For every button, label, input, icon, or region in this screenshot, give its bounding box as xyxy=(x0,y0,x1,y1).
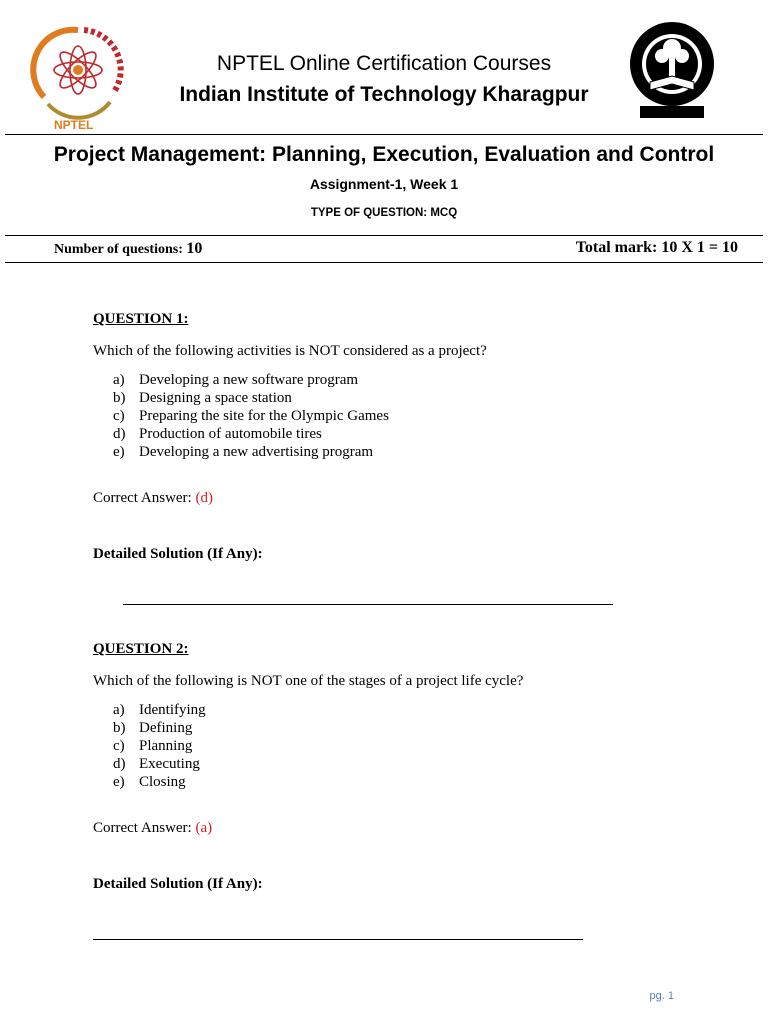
question-2-text: Which of the following is NOT one of the stages of a project life cycle? xyxy=(93,673,524,689)
institute-name: Indian Institute of Technology Kharagpur xyxy=(179,83,589,106)
info-bottom-rule xyxy=(5,262,763,263)
answer-label: Correct Answer: xyxy=(93,490,192,506)
info-top-rule xyxy=(5,235,763,236)
option-item: a) Developing a new software program xyxy=(113,372,359,388)
question-2-solution-label: Detailed Solution (If Any): xyxy=(93,876,263,892)
option-item: d) Production of automobile tires xyxy=(113,426,322,442)
header-rule xyxy=(5,134,763,135)
number-of-questions xyxy=(54,240,202,258)
option-item: e) Closing xyxy=(113,774,186,790)
document-title: Project Management: Planning, Execution, Evaluation and Control xyxy=(53,143,715,166)
nptel-logo xyxy=(28,22,128,134)
course-line: NPTEL Online Certification Courses xyxy=(216,52,552,75)
option-item: c) Preparing the site for the Olympic Games xyxy=(113,408,389,424)
option-item: a) Identifying xyxy=(113,702,206,718)
question-1-solution-label: Detailed Solution (If Any): xyxy=(93,546,263,562)
question-1-options xyxy=(113,371,389,461)
question-2-heading: QUESTION 2: xyxy=(93,641,189,657)
question-1-answer xyxy=(93,490,213,507)
answer-value: (a) xyxy=(195,820,213,836)
option-item: b) Designing a space station xyxy=(113,390,292,406)
number-of-questions-value: 10 xyxy=(186,240,203,257)
page-number: pg. 1 xyxy=(649,990,674,1002)
question-type: TYPE OF QUESTION: MCQ xyxy=(310,207,458,219)
assignment-week: Assignment-1, Week 1 xyxy=(309,176,459,192)
answer-value: (d) xyxy=(195,490,213,506)
iit-seal-icon xyxy=(622,18,722,122)
answer-label: Correct Answer: xyxy=(93,820,192,836)
option-item: c) Planning xyxy=(113,738,193,754)
question-1-heading: QUESTION 1: xyxy=(93,311,189,327)
solution-divider xyxy=(123,604,613,605)
question-1-text: Which of the following activities is NOT considered as a project? xyxy=(93,343,487,359)
nptel-logo-text: NPTEL xyxy=(54,118,94,132)
total-mark: Total mark: 10 X 1 = 10 xyxy=(575,239,738,256)
question-2-answer xyxy=(93,820,212,837)
option-item: e) Developing a new advertising program xyxy=(113,444,374,460)
question-2-options xyxy=(113,701,206,791)
iit-kharagpur-logo xyxy=(622,18,722,122)
option-item: b) Defining xyxy=(113,720,193,736)
solution-divider xyxy=(93,939,583,940)
number-of-questions-label: Number of questions: xyxy=(54,242,183,257)
option-item: d) Executing xyxy=(113,756,200,772)
